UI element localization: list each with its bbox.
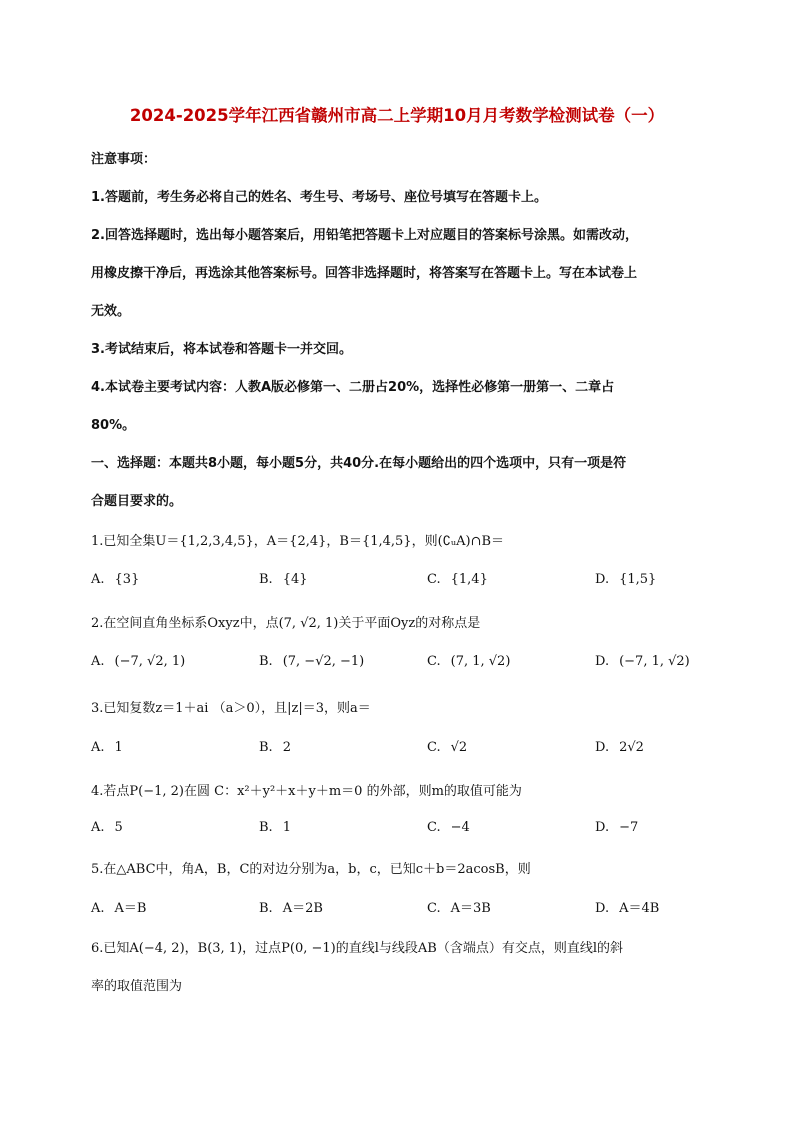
q3-option-b: B. 2 bbox=[259, 740, 291, 755]
q4-option-b: B. 1 bbox=[259, 820, 291, 835]
q2-option-b: B. (7, −√2, −1) bbox=[259, 654, 365, 669]
q3-option-c: C. √2 bbox=[427, 740, 468, 755]
question-6-stem-cont: 率的取值范围为 bbox=[91, 979, 183, 994]
q4-option-a: A. 5 bbox=[91, 820, 123, 835]
q1-option-d: D. {1,5} bbox=[595, 572, 657, 587]
q5-option-c: C. A＝3B bbox=[427, 901, 491, 916]
notice-item-4-end: 80%。 bbox=[91, 418, 136, 433]
notice-item-4: 4.本试卷主要考试内容：人教A版必修第一、二册占20%，选择性必修第一册第一、二章占 bbox=[91, 380, 615, 395]
notice-item-1: 1.答题前，考生务必将自己的姓名、考生号、考场号、座位号填写在答题卡上。 bbox=[91, 190, 547, 205]
question-5-stem: 5.在△ABC中，角A，B，C的对边分别为a，b，c，已知c＋b＝2acosB，则 bbox=[91, 862, 531, 877]
q3-option-a: A. 1 bbox=[91, 740, 123, 755]
q2-option-c: C. (7, 1, √2) bbox=[427, 654, 511, 669]
q5-option-a: A. A＝B bbox=[91, 901, 147, 916]
question-1-stem: 1.已知全集U＝{1,2,3,4,5}，A＝{2,4}，B＝{1,4,5}，则(∁ᵤA)∩B＝ bbox=[91, 534, 504, 549]
notice-item-3: 3.考试结束后，将本试卷和答题卡一并交回。 bbox=[91, 342, 352, 357]
q5-option-b: B. A＝2B bbox=[259, 901, 323, 916]
question-6-stem: 6.已知A(−4, 2)，B(3, 1)，过点P(0, −1)的直线l与线段AB（含端点）有交点，则直线l的斜 bbox=[91, 941, 623, 956]
q1-option-c: C. {1,4} bbox=[427, 572, 488, 587]
section-heading-cont: 合题目要求的。 bbox=[91, 494, 183, 509]
notice-item-2-end: 无效。 bbox=[91, 304, 131, 319]
q5-option-d: D. A＝4B bbox=[595, 901, 660, 916]
notice-item-2-cont: 用橡皮擦干净后，再选涂其他答案标号。回答非选择题时，将答案写在答题卡上。写在本试卷上 bbox=[91, 266, 638, 281]
notice-heading: 注意事项： bbox=[91, 152, 157, 167]
q3-option-d: D. 2√2 bbox=[595, 740, 644, 755]
notice-item-2: 2.回答选择题时，选出每小题答案后，用铅笔把答题卡上对应题目的答案标号涂黑。如需改动， bbox=[91, 228, 638, 243]
exam-title: 2024-2025学年江西省赣州市高二上学期10月月考数学检测试卷（一） bbox=[129, 106, 665, 125]
q4-option-d: D. −7 bbox=[595, 820, 639, 835]
q1-option-b: B. {4} bbox=[259, 572, 308, 587]
question-2-stem: 2.在空间直角坐标系Oxyz中，点(7, √2, 1)关于平面Oyz的对称点是 bbox=[91, 616, 481, 631]
section-heading: 一、选择题：本题共8小题，每小题5分，共40分.在每小题给出的四个选项中，只有一项是符 bbox=[91, 456, 627, 471]
q2-option-a: A. (−7, √2, 1) bbox=[91, 654, 186, 669]
question-3-stem: 3.已知复数z＝1＋ai （a＞0），且|z|＝3，则a＝ bbox=[91, 701, 371, 716]
q4-option-c: C. −4 bbox=[427, 820, 470, 835]
q1-option-a: A. {3} bbox=[91, 572, 140, 587]
question-4-stem: 4.若点P(−1, 2)在圆 C：x²＋y²＋x＋y＋m＝0 的外部，则m的取值可能为 bbox=[91, 784, 522, 799]
q2-option-d: D. (−7, 1, √2) bbox=[595, 654, 690, 669]
